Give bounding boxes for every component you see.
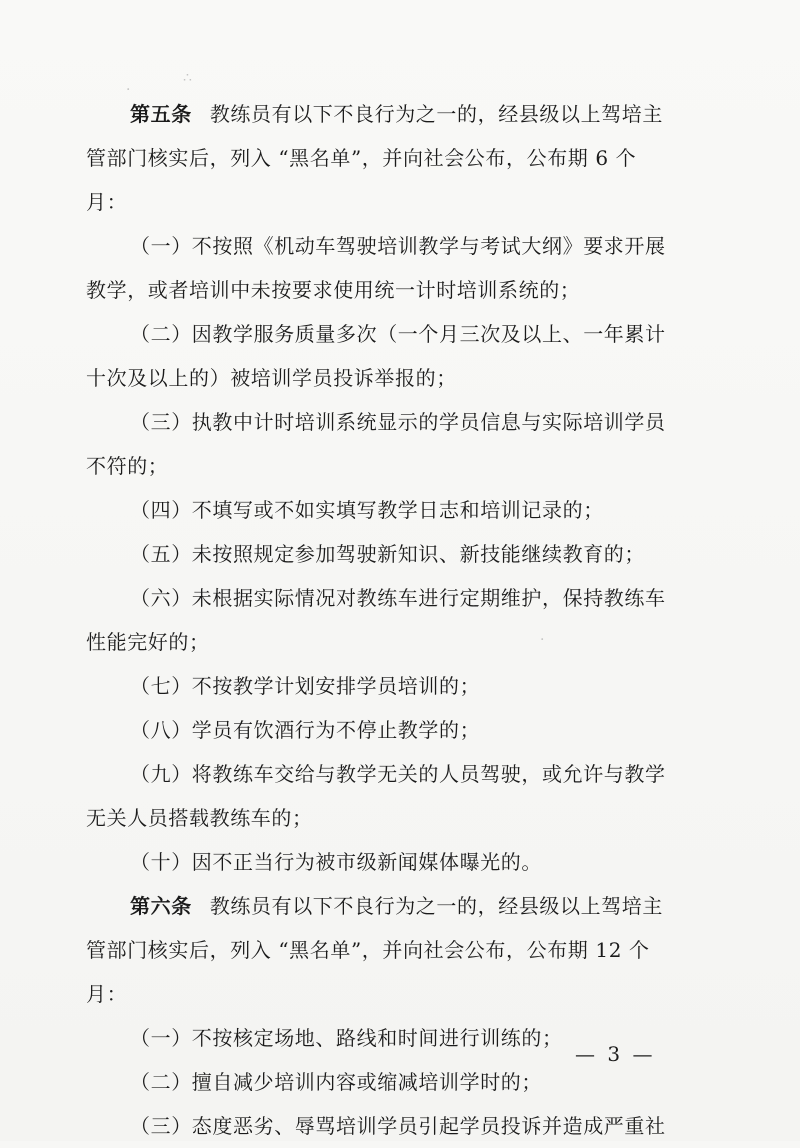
article-5-heading: 第五条 [130, 102, 192, 126]
article-5-intro-text-1: 教练员有以下不良行为之一的，经县级以上驾培主 [209, 102, 664, 126]
article-5-item-6-line-1: （六）未根据实际情况对教练车进行定期维护，保持教练车 [130, 586, 666, 610]
article-6-heading: 第六条 [130, 894, 192, 918]
article-5-item-4: （四）不填写或不如实填写教学日志和培训记录的； [130, 498, 604, 522]
article-6-item-2: （二）擅自减少培训内容或缩减培训学时的； [130, 1070, 542, 1094]
article-5-item-3-line-2: 不符的； [86, 454, 169, 478]
article-5-item-1-line-2: 教学，或者培训中未按要求使用统一计时培训系统的； [86, 278, 581, 302]
scan-speck-top-center: ∴ [183, 70, 192, 86]
article-6-intro-line-3: 月： [86, 982, 128, 1006]
article-5-intro-line-3: 月： [86, 190, 128, 214]
article-5-item-7: （七）不按教学计划安排学员培训的； [130, 674, 481, 698]
article-6-intro-line-1 [86, 884, 726, 928]
article-5-item-8: （八）学员有饮酒行为不停止教学的； [130, 718, 481, 742]
article-5-intro-line-1 [86, 92, 726, 136]
article-5-item-2-line-1: （二）因教学服务质量多次（一个月三次及以上、一年累计 [130, 322, 666, 346]
article-5-item-9-line-1: （九）将教练车交给与教学无关的人员驾驶，或允许与教学 [130, 762, 666, 786]
article-5-item-3-line-1: （三）执教中计时培训系统显示的学员信息与实际培训学员 [130, 410, 666, 434]
page-number: — 3 — [575, 1042, 656, 1066]
article-5-intro-line-2: 管部门核实后，列入 “黑名单”，并向社会公布，公布期 6 个 [86, 146, 637, 170]
article-5-item-9-line-2: 无关人员搭载教练车的； [86, 806, 313, 830]
article-5-item-1-line-1: （一）不按照《机动车驾驶培训教学与考试大纲》要求开展 [130, 234, 666, 258]
article-6-intro-line-2: 管部门核实后，列入 “黑名单”，并向社会公布，公布期 12 个 [86, 938, 650, 962]
article-5-item-5: （五）未按照规定参加驾驶新知识、新技能继续教育的； [130, 542, 645, 566]
article-6-intro-text-1: 教练员有以下不良行为之一的，经县级以上驾培主 [209, 894, 664, 918]
article-5-item-6-line-2: 性能完好的； [86, 630, 210, 654]
article-6-item-1: （一）不按核定场地、路线和时间进行训练的； [130, 1026, 563, 1050]
document-body [86, 92, 726, 1148]
scan-speck-top-left: · [126, 82, 131, 98]
article-6-item-3: （三）态度恶劣、辱骂培训学员引起学员投诉并造成严重社 [130, 1114, 666, 1138]
article-5-item-10: （十）因不正当行为被市级新闻媒体曝光的。 [130, 850, 542, 874]
article-5-item-2-line-2: 十次及以上的）被培训学员投诉举报的； [86, 366, 457, 390]
scan-speck-right-middle: · [540, 632, 545, 648]
